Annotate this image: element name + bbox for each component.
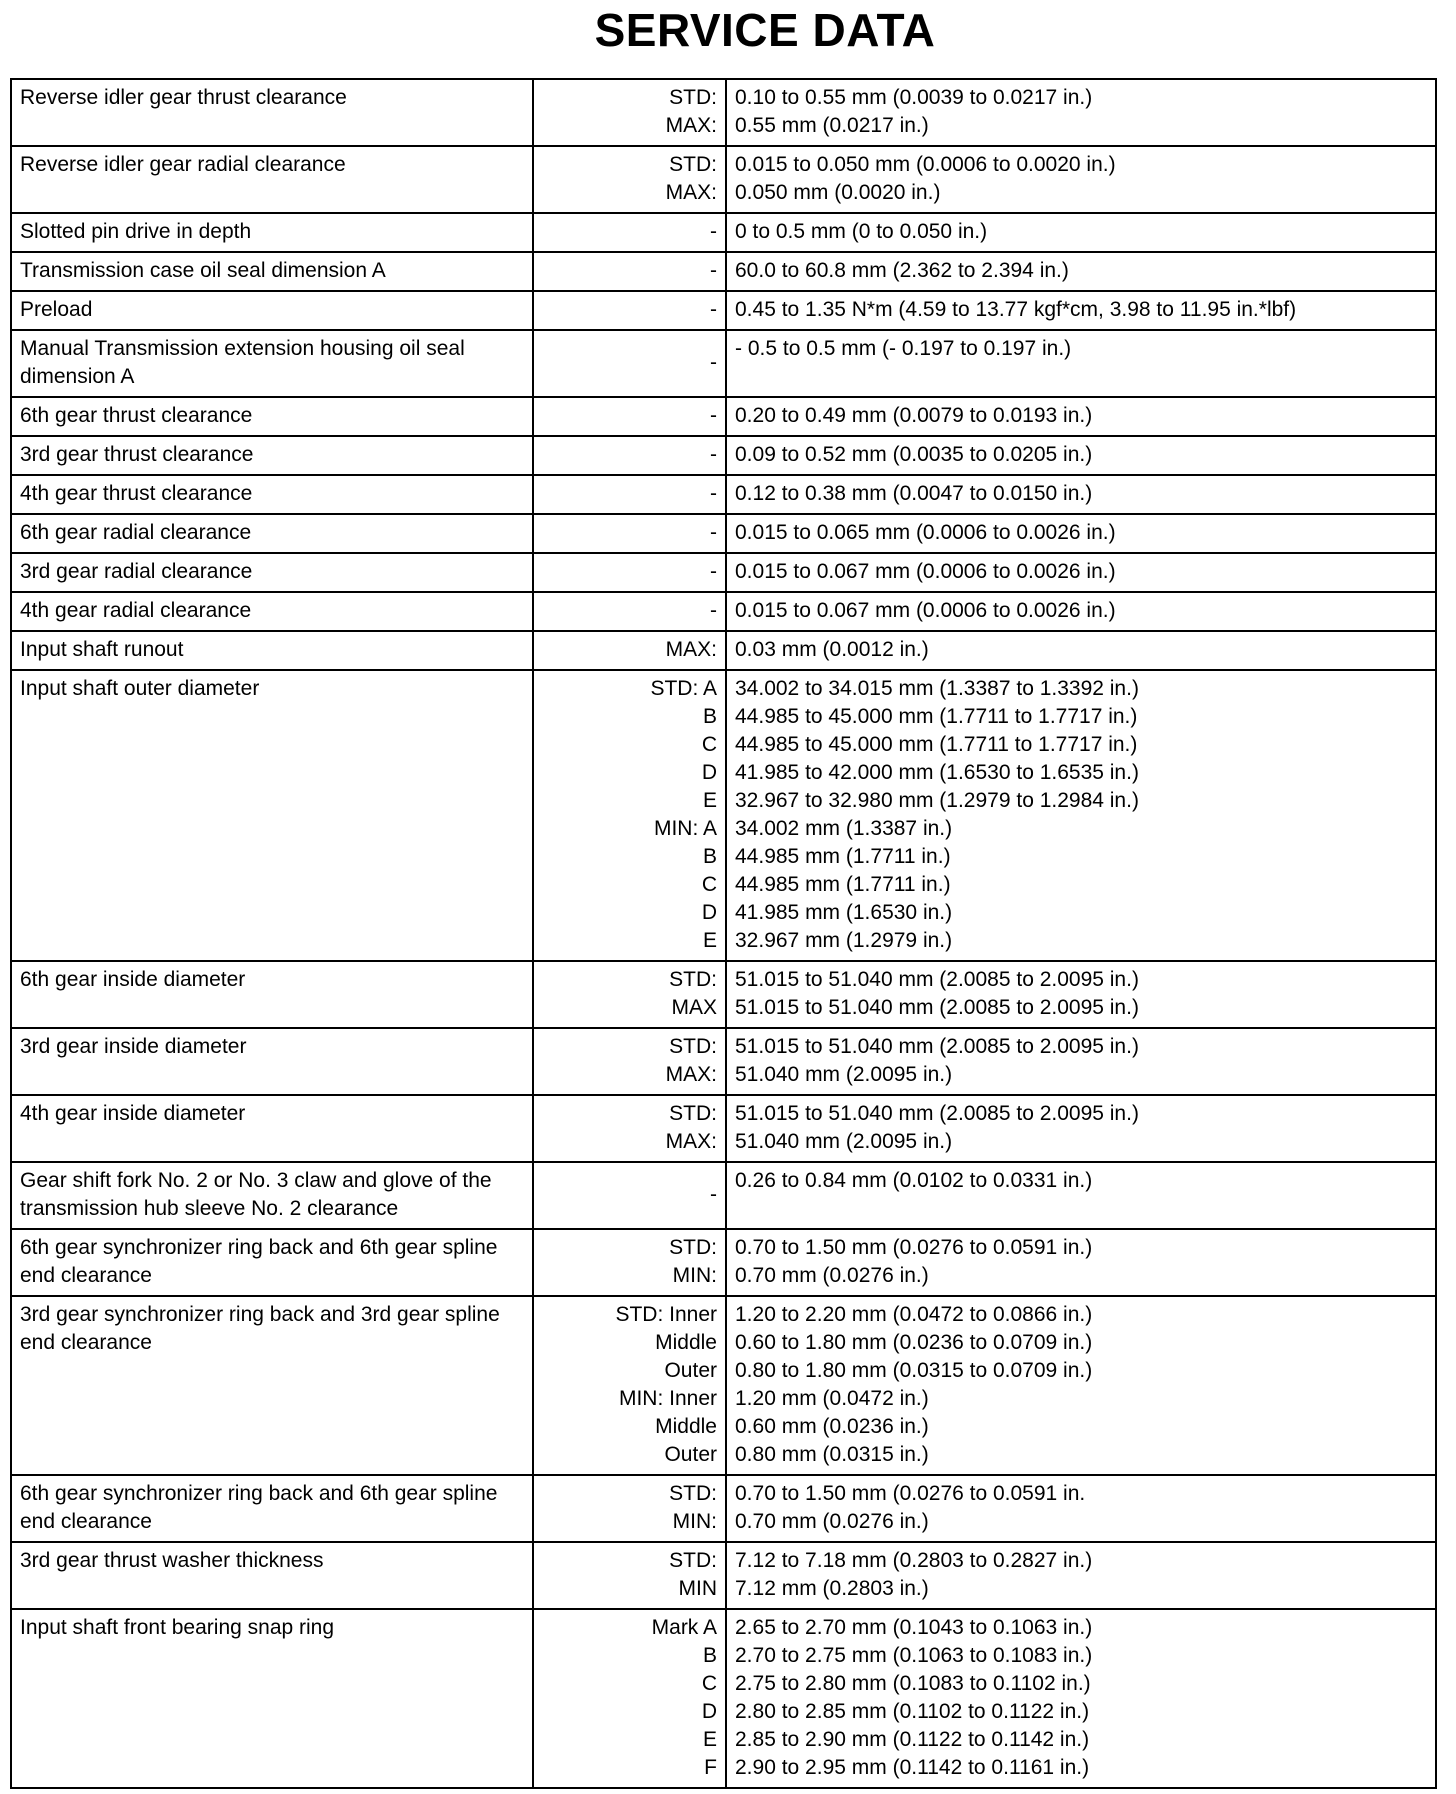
spec-label-cell bbox=[533, 1095, 726, 1162]
spec-value: 2.75 to 2.80 mm (0.1083 to 0.1102 in.) bbox=[735, 1672, 1091, 1695]
table-row bbox=[11, 1162, 1436, 1229]
spec-value-cell bbox=[726, 1609, 1436, 1788]
spec-value: 0.60 to 1.80 mm (0.0236 to 0.0709 in.) bbox=[735, 1331, 1093, 1354]
spec-value: - 0.5 to 0.5 mm (- 0.197 to 0.197 in.) bbox=[735, 337, 1072, 360]
spec-value: 34.002 to 34.015 mm (1.3387 to 1.3392 in.) bbox=[735, 677, 1139, 700]
table-row bbox=[11, 291, 1436, 330]
item-cell: Transmission case oil seal dimension A bbox=[11, 252, 533, 291]
table-row bbox=[11, 592, 1436, 631]
spec-label: STD: bbox=[669, 1236, 717, 1259]
spec-value-cell bbox=[726, 330, 1436, 397]
spec-value: 2.90 to 2.95 mm (0.1142 to 0.1161 in.) bbox=[735, 1756, 1090, 1779]
spec-label: STD: bbox=[669, 1102, 717, 1125]
spec-label: C bbox=[701, 873, 717, 896]
spec-label: Middle bbox=[655, 1331, 717, 1354]
spec-value: 0.050 mm (0.0020 in.) bbox=[735, 181, 941, 204]
spec-label-cell bbox=[533, 553, 726, 592]
spec-value: 41.985 to 42.000 mm (1.6530 to 1.6535 in.) bbox=[735, 761, 1139, 784]
spec-label: STD: bbox=[669, 1549, 717, 1572]
spec-label: STD: bbox=[669, 153, 717, 176]
table-row bbox=[11, 146, 1436, 213]
spec-label: C bbox=[701, 733, 717, 756]
item-cell: Input shaft outer diameter bbox=[11, 670, 533, 961]
spec-label: MAX: bbox=[665, 181, 717, 204]
table-row bbox=[11, 397, 1436, 436]
spec-value: 1.20 mm (0.0472 in.) bbox=[735, 1387, 929, 1410]
spec-value: 0.12 to 0.38 mm (0.0047 to 0.0150 in.) bbox=[735, 482, 1093, 505]
spec-label: B bbox=[702, 1644, 717, 1667]
spec-value: 1.20 to 2.20 mm (0.0472 to 0.0866 in.) bbox=[735, 1303, 1093, 1326]
spec-value: 51.015 to 51.040 mm (2.0085 to 2.0095 in.) bbox=[735, 1035, 1139, 1058]
spec-value-cell bbox=[726, 514, 1436, 553]
spec-label: - bbox=[710, 1183, 717, 1206]
spec-label-cell bbox=[533, 436, 726, 475]
table-row bbox=[11, 252, 1436, 291]
spec-value: 32.967 to 32.980 mm (1.2979 to 1.2984 in.) bbox=[735, 789, 1139, 812]
spec-value: 51.015 to 51.040 mm (2.0085 to 2.0095 in.) bbox=[735, 996, 1139, 1019]
item-cell: Manual Transmission extension housing oil seal dimension A bbox=[11, 330, 533, 397]
table-row bbox=[11, 553, 1436, 592]
spec-label: MIN: bbox=[672, 1510, 717, 1533]
spec-value: 51.015 to 51.040 mm (2.0085 to 2.0095 in.) bbox=[735, 968, 1139, 991]
spec-value: 51.015 to 51.040 mm (2.0085 to 2.0095 in.) bbox=[735, 1102, 1139, 1125]
item-cell: Gear shift fork No. 2 or No. 3 claw and glove of the transmission hub sleeve No. 2 clearance bbox=[11, 1162, 533, 1229]
spec-label: - bbox=[710, 351, 717, 374]
spec-label-cell bbox=[533, 1229, 726, 1296]
spec-value: 51.040 mm (2.0095 in.) bbox=[735, 1063, 953, 1086]
spec-value-cell bbox=[726, 146, 1436, 213]
spec-label-cell bbox=[533, 146, 726, 213]
table-row bbox=[11, 79, 1436, 146]
spec-label: MIN: A bbox=[653, 817, 717, 840]
spec-value: 0.20 to 0.49 mm (0.0079 to 0.0193 in.) bbox=[735, 404, 1093, 427]
spec-label: MAX bbox=[671, 996, 717, 1019]
spec-value: 0.55 mm (0.0217 in.) bbox=[735, 114, 929, 137]
spec-label: MAX: bbox=[665, 1063, 717, 1086]
spec-value: 0.70 to 1.50 mm (0.0276 to 0.0591 in. bbox=[735, 1482, 1086, 1505]
spec-label: - bbox=[710, 560, 717, 583]
spec-value-cell bbox=[726, 553, 1436, 592]
spec-value: 44.985 to 45.000 mm (1.7711 to 1.7717 in.) bbox=[735, 705, 1138, 728]
spec-value-cell bbox=[726, 475, 1436, 514]
spec-value-cell bbox=[726, 631, 1436, 670]
spec-label: MAX: bbox=[665, 1130, 717, 1153]
spec-label: STD: Inner bbox=[615, 1303, 717, 1326]
spec-value: 0.70 mm (0.0276 in.) bbox=[735, 1510, 929, 1533]
spec-label-cell bbox=[533, 252, 726, 291]
spec-label: E bbox=[702, 789, 717, 812]
item-cell: 6th gear synchronizer ring back and 6th gear spline end clearance bbox=[11, 1229, 533, 1296]
spec-label-cell bbox=[533, 961, 726, 1028]
spec-value: 44.985 mm (1.7711 in.) bbox=[735, 873, 951, 896]
spec-label: E bbox=[702, 929, 717, 952]
spec-label: B bbox=[702, 705, 717, 728]
spec-value: 7.12 to 7.18 mm (0.2803 to 0.2827 in.) bbox=[735, 1549, 1093, 1572]
spec-value-cell bbox=[726, 79, 1436, 146]
spec-value: 0.015 to 0.067 mm (0.0006 to 0.0026 in.) bbox=[735, 599, 1116, 622]
spec-value: 0.015 to 0.065 mm (0.0006 to 0.0026 in.) bbox=[735, 521, 1116, 544]
spec-label: Middle bbox=[655, 1415, 717, 1438]
table-row bbox=[11, 1229, 1436, 1296]
spec-label: D bbox=[701, 761, 717, 784]
spec-value: 0.03 mm (0.0012 in.) bbox=[735, 638, 929, 661]
spec-value-cell bbox=[726, 291, 1436, 330]
spec-value: 51.040 mm (2.0095 in.) bbox=[735, 1130, 953, 1153]
item-cell: Slotted pin drive in depth bbox=[11, 213, 533, 252]
item-cell: 6th gear inside diameter bbox=[11, 961, 533, 1028]
spec-label: - bbox=[710, 482, 717, 505]
item-cell: 3rd gear thrust washer thickness bbox=[11, 1542, 533, 1609]
spec-label-cell bbox=[533, 330, 726, 397]
spec-label: STD: A bbox=[650, 677, 717, 700]
spec-value: 0 to 0.5 mm (0 to 0.050 in.) bbox=[735, 220, 988, 243]
spec-value-cell bbox=[726, 1542, 1436, 1609]
spec-value: 0.80 to 1.80 mm (0.0315 to 0.0709 in.) bbox=[735, 1359, 1093, 1382]
table-row bbox=[11, 436, 1436, 475]
spec-label-cell bbox=[533, 1475, 726, 1542]
item-cell: 6th gear radial clearance bbox=[11, 514, 533, 553]
page-title: SERVICE DATA bbox=[594, 4, 936, 56]
spec-label: Mark A bbox=[651, 1616, 717, 1639]
table-row bbox=[11, 961, 1436, 1028]
spec-value-cell bbox=[726, 1296, 1436, 1475]
spec-label-cell bbox=[533, 670, 726, 961]
item-cell: 3rd gear inside diameter bbox=[11, 1028, 533, 1095]
spec-label-cell bbox=[533, 1542, 726, 1609]
item-cell: 3rd gear thrust clearance bbox=[11, 436, 533, 475]
spec-label: - bbox=[710, 259, 717, 282]
spec-label: MIN: bbox=[672, 1264, 717, 1287]
spec-value: 0.60 mm (0.0236 in.) bbox=[735, 1415, 929, 1438]
spec-value: 2.70 to 2.75 mm (0.1063 to 0.1083 in.) bbox=[735, 1644, 1093, 1667]
spec-value-cell bbox=[726, 1162, 1436, 1229]
item-cell: 4th gear thrust clearance bbox=[11, 475, 533, 514]
spec-value: 44.985 to 45.000 mm (1.7711 to 1.7717 in.) bbox=[735, 733, 1138, 756]
spec-value-cell bbox=[726, 1028, 1436, 1095]
spec-value-cell bbox=[726, 213, 1436, 252]
spec-value: 2.85 to 2.90 mm (0.1122 to 0.1142 in.) bbox=[735, 1728, 1090, 1751]
spec-value: 2.80 to 2.85 mm (0.1102 to 0.1122 in.) bbox=[735, 1700, 1090, 1723]
item-cell: 4th gear inside diameter bbox=[11, 1095, 533, 1162]
item-cell: Preload bbox=[11, 291, 533, 330]
table-row bbox=[11, 631, 1436, 670]
spec-label: MIN: Inner bbox=[618, 1387, 717, 1410]
spec-value-cell bbox=[726, 436, 1436, 475]
table-row bbox=[11, 330, 1436, 397]
spec-value: 0.015 to 0.067 mm (0.0006 to 0.0026 in.) bbox=[735, 560, 1116, 583]
spec-value: 0.80 mm (0.0315 in.) bbox=[735, 1443, 929, 1466]
spec-value: 60.0 to 60.8 mm (2.362 to 2.394 in.) bbox=[735, 259, 1069, 282]
spec-label: Outer bbox=[664, 1359, 717, 1382]
table-row bbox=[11, 514, 1436, 553]
spec-label: STD: bbox=[669, 1035, 717, 1058]
spec-label-cell bbox=[533, 1162, 726, 1229]
spec-value-cell bbox=[726, 252, 1436, 291]
item-cell: Reverse idler gear radial clearance bbox=[11, 146, 533, 213]
spec-label: - bbox=[710, 521, 717, 544]
spec-label: - bbox=[710, 404, 717, 427]
spec-value: 0.10 to 0.55 mm (0.0039 to 0.0217 in.) bbox=[735, 86, 1093, 109]
service-data-table bbox=[10, 78, 1437, 1789]
spec-label: C bbox=[701, 1672, 717, 1695]
spec-value: 0.70 mm (0.0276 in.) bbox=[735, 1264, 929, 1287]
spec-label-cell bbox=[533, 213, 726, 252]
spec-label-cell bbox=[533, 1028, 726, 1095]
spec-label: - bbox=[710, 220, 717, 243]
spec-value: 0.26 to 0.84 mm (0.0102 to 0.0331 in.) bbox=[735, 1169, 1093, 1192]
spec-label: - bbox=[710, 599, 717, 622]
spec-label-cell bbox=[533, 397, 726, 436]
spec-label: STD: bbox=[669, 968, 717, 991]
spec-value-cell bbox=[726, 961, 1436, 1028]
spec-label-cell bbox=[533, 631, 726, 670]
spec-label: MAX: bbox=[665, 638, 717, 661]
item-cell: Reverse idler gear thrust clearance bbox=[11, 79, 533, 146]
table-row bbox=[11, 475, 1436, 514]
item-cell: 6th gear synchronizer ring back and 6th gear spline end clearance bbox=[11, 1475, 533, 1542]
spec-label-cell bbox=[533, 514, 726, 553]
table-row bbox=[11, 670, 1436, 961]
table-row bbox=[11, 1475, 1436, 1542]
spec-value: 0.015 to 0.050 mm (0.0006 to 0.0020 in.) bbox=[735, 153, 1116, 176]
spec-value: 0.70 to 1.50 mm (0.0276 to 0.0591 in.) bbox=[735, 1236, 1093, 1259]
spec-value-cell bbox=[726, 1475, 1436, 1542]
spec-label-cell bbox=[533, 79, 726, 146]
spec-value: 7.12 mm (0.2803 in.) bbox=[735, 1577, 929, 1600]
spec-label-cell bbox=[533, 592, 726, 631]
table-row bbox=[11, 213, 1436, 252]
spec-label: D bbox=[701, 901, 717, 924]
spec-value: 41.985 mm (1.6530 in.) bbox=[735, 901, 953, 924]
spec-label: Outer bbox=[664, 1443, 717, 1466]
spec-label: - bbox=[710, 298, 717, 321]
item-cell: 6th gear thrust clearance bbox=[11, 397, 533, 436]
spec-label: MAX: bbox=[665, 114, 717, 137]
table-row bbox=[11, 1542, 1436, 1609]
spec-label-cell bbox=[533, 291, 726, 330]
item-cell: Input shaft front bearing snap ring bbox=[11, 1609, 533, 1788]
item-cell: 3rd gear synchronizer ring back and 3rd gear spline end clearance bbox=[11, 1296, 533, 1475]
spec-value-cell bbox=[726, 1229, 1436, 1296]
spec-value: 44.985 mm (1.7711 in.) bbox=[735, 845, 951, 868]
spec-value-cell bbox=[726, 397, 1436, 436]
spec-label: E bbox=[702, 1728, 717, 1751]
spec-value: 0.09 to 0.52 mm (0.0035 to 0.0205 in.) bbox=[735, 443, 1093, 466]
spec-value-cell bbox=[726, 592, 1436, 631]
spec-label: B bbox=[702, 845, 717, 868]
spec-value-cell bbox=[726, 1095, 1436, 1162]
spec-label-cell bbox=[533, 1296, 726, 1475]
spec-label-cell bbox=[533, 475, 726, 514]
spec-value: 0.45 to 1.35 N*m (4.59 to 13.77 kgf*cm, 3.98 to 11.95 in.*lbf) bbox=[735, 298, 1297, 321]
table-row bbox=[11, 1609, 1436, 1788]
spec-value-cell bbox=[726, 670, 1436, 961]
item-cell: 3rd gear radial clearance bbox=[11, 553, 533, 592]
item-cell: Input shaft runout bbox=[11, 631, 533, 670]
spec-value: 34.002 mm (1.3387 in.) bbox=[735, 817, 953, 840]
table-row bbox=[11, 1028, 1436, 1095]
spec-label: STD: bbox=[669, 1482, 717, 1505]
spec-label-cell bbox=[533, 1609, 726, 1788]
spec-value: 32.967 mm (1.2979 in.) bbox=[735, 929, 953, 952]
spec-label: - bbox=[710, 443, 717, 466]
spec-label: MIN bbox=[678, 1577, 717, 1600]
spec-label: STD: bbox=[669, 86, 717, 109]
spec-label: D bbox=[701, 1700, 717, 1723]
table-row bbox=[11, 1095, 1436, 1162]
spec-value: 2.65 to 2.70 mm (0.1043 to 0.1063 in.) bbox=[735, 1616, 1093, 1639]
item-cell: 4th gear radial clearance bbox=[11, 592, 533, 631]
spec-label: F bbox=[704, 1756, 717, 1779]
table-row bbox=[11, 1296, 1436, 1475]
